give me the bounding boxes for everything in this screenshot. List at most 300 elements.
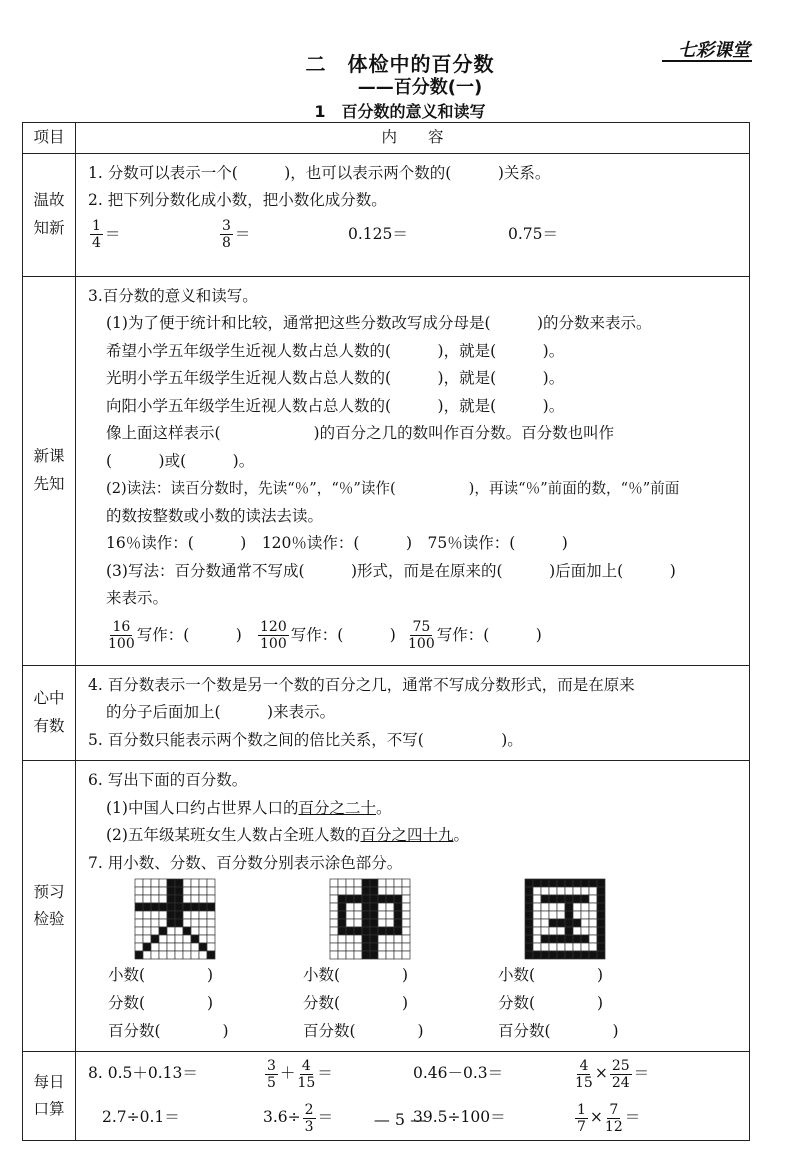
grid-cell xyxy=(207,887,215,895)
percent-blank: 百分数( ) xyxy=(498,1022,619,1040)
grid-cell xyxy=(338,919,346,927)
grid-cell xyxy=(191,879,199,887)
grid-cell xyxy=(159,943,167,951)
grid-cell xyxy=(541,879,549,887)
grid-cell xyxy=(525,903,533,911)
newlesson-content xyxy=(76,276,750,665)
preview-content xyxy=(76,761,750,1052)
percent-blank: 百分数( ) xyxy=(108,1022,229,1040)
grid-cell xyxy=(541,887,549,895)
grid-cell xyxy=(402,927,410,935)
worksheet-table xyxy=(22,122,750,1141)
grid-cell xyxy=(199,879,207,887)
grid-cell xyxy=(573,951,581,959)
grid-cell xyxy=(175,943,183,951)
grid-cell xyxy=(573,887,581,895)
grid-cell xyxy=(541,935,549,943)
grid-cell xyxy=(597,903,605,911)
col-header-content: 内 容 xyxy=(76,123,750,154)
grid-cell xyxy=(597,911,605,919)
underlined-text: 百分之二十 xyxy=(298,798,376,817)
grid-cell xyxy=(143,935,151,943)
grid-cell xyxy=(589,935,597,943)
grid-cell xyxy=(589,943,597,951)
grid-cell xyxy=(191,895,199,903)
grid-cell xyxy=(207,951,215,959)
grid-cell xyxy=(394,951,402,959)
grid-cell xyxy=(362,943,370,951)
grid-cell xyxy=(549,887,557,895)
grid-cell xyxy=(135,927,143,935)
grid-cell xyxy=(362,919,370,927)
grid-cell xyxy=(167,943,175,951)
grid-cell xyxy=(370,887,378,895)
grid-cell xyxy=(370,911,378,919)
grid-cell xyxy=(183,951,191,959)
grid-cell xyxy=(159,951,167,959)
grid-cell xyxy=(541,927,549,935)
grid-cell xyxy=(167,935,175,943)
grid-cell xyxy=(533,951,541,959)
grid-cell xyxy=(549,943,557,951)
grid-cell xyxy=(175,911,183,919)
grid-cell xyxy=(549,951,557,959)
grid-cell xyxy=(394,895,402,903)
grid-cell xyxy=(378,943,386,951)
grid-cell xyxy=(525,935,533,943)
label-line: 知新 xyxy=(33,218,65,237)
fraction-blank: 分数( ) xyxy=(303,994,409,1012)
grid-cell xyxy=(533,911,541,919)
text-line: 16％读作：( ) 120％读作：( ) 75％读作：( ) xyxy=(106,534,568,552)
grid-cell xyxy=(402,951,410,959)
grid-cell xyxy=(175,919,183,927)
grid-cell xyxy=(549,895,557,903)
grid-cell xyxy=(525,911,533,919)
grid-cell xyxy=(207,927,215,935)
grid-cell xyxy=(346,919,354,927)
grid-cell xyxy=(175,927,183,935)
grid-cell xyxy=(525,943,533,951)
grid-cell xyxy=(370,879,378,887)
grid-cell xyxy=(354,903,362,911)
grid-cell xyxy=(143,895,151,903)
grid-cell xyxy=(565,935,573,943)
grid-cell xyxy=(525,879,533,887)
row-label-preview xyxy=(23,761,76,1052)
grid-cell xyxy=(589,895,597,903)
grid-cell xyxy=(581,911,589,919)
label-line: 预习 xyxy=(33,882,65,901)
grid-cell xyxy=(135,919,143,927)
grid-cell xyxy=(151,879,159,887)
page-number: — 5 — xyxy=(373,1110,427,1129)
grid-cell xyxy=(330,919,338,927)
col-header-item: 项目 xyxy=(23,123,76,154)
grid-cell xyxy=(370,935,378,943)
grid-cell xyxy=(338,903,346,911)
grid-cell xyxy=(533,879,541,887)
grid-cell xyxy=(394,887,402,895)
grid-cell xyxy=(175,951,183,959)
calc-item: 39.5÷100＝ xyxy=(413,1108,506,1127)
grid-cell xyxy=(175,879,183,887)
percent-blank: 百分数( ) xyxy=(303,1022,424,1040)
text-line: (2)读法：读百分数时，先读“％”，“％”读作( )，再读“％”前面的数，“％”前面 xyxy=(106,480,680,497)
equals: ＝ xyxy=(234,224,251,243)
grid-cell xyxy=(330,903,338,911)
grid-cell xyxy=(346,879,354,887)
grid-cell xyxy=(557,943,565,951)
grid-cell xyxy=(354,935,362,943)
grid-cell xyxy=(183,887,191,895)
grid-cell xyxy=(151,935,159,943)
grid-cell xyxy=(597,895,605,903)
grid-cell xyxy=(533,919,541,927)
write-as: 写作：( ) xyxy=(136,625,242,644)
grid-cell xyxy=(394,879,402,887)
grid-cell xyxy=(159,919,167,927)
grid-cell xyxy=(167,927,175,935)
grid-cell xyxy=(378,895,386,903)
grid-cell xyxy=(135,943,143,951)
grid-cell xyxy=(581,943,589,951)
grid-cell xyxy=(573,927,581,935)
grid-cell xyxy=(330,927,338,935)
text-line: 来表示。 xyxy=(106,589,169,607)
text-line: 6. 写出下面的百分数。 xyxy=(88,771,248,789)
grid-cell xyxy=(143,887,151,895)
grid-cell xyxy=(338,895,346,903)
grid-cell xyxy=(525,951,533,959)
grid-cell xyxy=(370,927,378,935)
grid-cell xyxy=(338,951,346,959)
grid-cell xyxy=(135,895,143,903)
grid-cell xyxy=(378,919,386,927)
text-line: 光明小学五年级学生近视人数占总人数的( )，就是( )。 xyxy=(106,369,565,387)
grid-cell xyxy=(159,911,167,919)
grid-cell xyxy=(597,879,605,887)
grid-cell xyxy=(565,895,573,903)
grid-cell xyxy=(354,887,362,895)
grid-cell xyxy=(362,951,370,959)
grid-cell xyxy=(581,879,589,887)
grid-cell xyxy=(565,903,573,911)
grid-cell xyxy=(338,887,346,895)
chapter-subtitle: ——百分数(一) xyxy=(357,77,483,98)
grid-cell xyxy=(386,879,394,887)
grid-cell xyxy=(370,919,378,927)
grid-cell xyxy=(346,903,354,911)
grid-cell xyxy=(354,911,362,919)
text-line: 希望小学五年级学生近视人数占总人数的( )，就是( )。 xyxy=(106,341,565,360)
grid-column-da xyxy=(108,877,278,1045)
grid-cell xyxy=(549,935,557,943)
grid-cell xyxy=(597,951,605,959)
grid-cell xyxy=(597,887,605,895)
fraction-blank: 分数( ) xyxy=(108,994,214,1012)
grid-cell xyxy=(362,879,370,887)
grid-cell xyxy=(199,919,207,927)
grid-cell xyxy=(549,911,557,919)
grid-cell xyxy=(565,927,573,935)
label-line: 新课 xyxy=(33,447,65,465)
grid-cell xyxy=(394,935,402,943)
grid-cell xyxy=(330,911,338,919)
brand-logo: 七彩课堂 xyxy=(678,40,750,61)
grid-cell xyxy=(581,951,589,959)
grid-cell xyxy=(589,911,597,919)
grid-cell xyxy=(378,903,386,911)
label-line: 温故 xyxy=(33,191,65,209)
grid-cell xyxy=(597,943,605,951)
grid-cell xyxy=(338,943,346,951)
row-label-newlesson xyxy=(23,276,76,665)
grid-cell xyxy=(581,895,589,903)
grid-cell xyxy=(207,895,215,903)
grid-cell xyxy=(151,895,159,903)
grid-cell xyxy=(354,895,362,903)
grid-cell xyxy=(207,911,215,919)
grid-cell xyxy=(581,935,589,943)
grid-cell xyxy=(191,903,199,911)
label-line: 口算 xyxy=(33,1100,65,1118)
grid-cell xyxy=(362,935,370,943)
section-title: 1 百分数的意义和读写 xyxy=(314,102,486,121)
calc-item: $\frac{1}{7}$ × $\frac{7}{12}$ ＝ xyxy=(577,1101,641,1135)
text-line: 的数按整数或小数的读法去读。 xyxy=(106,506,324,525)
grid-cell xyxy=(199,927,207,935)
grid-cell xyxy=(330,887,338,895)
grid-cell xyxy=(557,887,565,895)
grid-cell xyxy=(151,911,159,919)
grid-cell xyxy=(533,943,541,951)
grid-cell xyxy=(191,911,199,919)
grid-cell xyxy=(151,927,159,935)
grid-cell xyxy=(386,887,394,895)
grid-cell xyxy=(330,951,338,959)
grid-cell xyxy=(557,951,565,959)
grid-cell xyxy=(386,951,394,959)
text-line: (2)五年级某班女生人数占全班人数的百分之四十九。 xyxy=(106,826,469,844)
calc-item: $\frac{4}{15}$ × $\frac{25}{24}$ ＝ xyxy=(575,1057,650,1091)
grid-cell xyxy=(386,943,394,951)
grid-cell xyxy=(533,903,541,911)
grid-cell xyxy=(565,887,573,895)
grid-cell xyxy=(541,943,549,951)
grid-cell xyxy=(354,951,362,959)
grid-cell xyxy=(183,903,191,911)
grid-cell xyxy=(135,911,143,919)
grid-cell xyxy=(581,919,589,927)
grid-cell xyxy=(151,887,159,895)
grid-cell xyxy=(354,943,362,951)
grid-cell xyxy=(394,927,402,935)
grid-cell xyxy=(143,919,151,927)
grid-cell xyxy=(525,927,533,935)
grid-cell xyxy=(581,887,589,895)
grid-cell xyxy=(207,903,215,911)
decimal-075: 0.75＝ xyxy=(508,224,559,243)
label-line: 检验 xyxy=(33,910,65,928)
grid-cell xyxy=(167,887,175,895)
grid-cell xyxy=(207,919,215,927)
grid-cell xyxy=(565,879,573,887)
grid-cell xyxy=(143,951,151,959)
grid-cell xyxy=(199,887,207,895)
grid-cell xyxy=(362,887,370,895)
grid-cell xyxy=(557,879,565,887)
write-as: 写作：( ) xyxy=(436,625,542,644)
grid-cell xyxy=(549,903,557,911)
grid-cell xyxy=(573,903,581,911)
fraction-16-100: $\frac{16}{100}$ xyxy=(108,619,135,652)
grid-cell xyxy=(354,919,362,927)
grid-cell xyxy=(533,927,541,935)
grid-cell xyxy=(402,895,410,903)
grid-cell xyxy=(346,927,354,935)
grid-cell xyxy=(533,895,541,903)
text-line: 像上面这样表示( )的百分之几的数叫作百分数。百分数也叫作 xyxy=(106,424,615,442)
label-line: 有数 xyxy=(33,716,65,735)
grid-da xyxy=(133,877,217,961)
grid-cell xyxy=(378,935,386,943)
grid-cell xyxy=(183,927,191,935)
grid-cell xyxy=(151,903,159,911)
label-line: 心中 xyxy=(33,689,65,708)
grid-cell xyxy=(589,879,597,887)
grid-cell xyxy=(330,895,338,903)
grid-cell xyxy=(573,911,581,919)
decimal-blank: 小数( ) xyxy=(108,966,214,984)
text-line: (1)为了便于统计和比较，通常把这些分数改写成分母是( )的分数来表示。 xyxy=(106,314,652,332)
grid-cell xyxy=(581,927,589,935)
grid-cell xyxy=(183,935,191,943)
calc-item: 2.7÷0.1＝ xyxy=(102,1108,180,1127)
grid-cell xyxy=(589,951,597,959)
grid-column-guo xyxy=(498,877,668,1045)
grid-cell xyxy=(346,895,354,903)
grid-cell xyxy=(346,951,354,959)
fraction-75-100: $\frac{75}{100}$ xyxy=(408,619,435,652)
fraction-1-4: $\frac{1}{4}$ xyxy=(92,218,101,251)
grid-cell xyxy=(597,927,605,935)
grid-cell xyxy=(402,879,410,887)
text-line: (3)写法：百分数通常不写成( )形式，而是在原来的( )后面加上( ) xyxy=(106,561,676,580)
grid-cell xyxy=(183,911,191,919)
grid-cell xyxy=(175,895,183,903)
row-label-mind xyxy=(23,665,76,761)
grid-cell xyxy=(167,903,175,911)
grid-cell xyxy=(346,887,354,895)
grid-cell xyxy=(394,943,402,951)
grid-cell xyxy=(597,919,605,927)
grid-cell xyxy=(597,935,605,943)
grid-cell xyxy=(549,879,557,887)
grid-cell xyxy=(370,895,378,903)
text-line: (1)中国人口约占世界人口的百分之二十。 xyxy=(106,798,392,817)
conversion-row xyxy=(88,215,741,255)
text-line: 5. 百分数只能表示两个数之间的倍比关系，不写( )。 xyxy=(88,730,523,749)
grid-cell xyxy=(402,903,410,911)
grid-cell xyxy=(151,943,159,951)
mind-content xyxy=(76,665,750,761)
grid-cell xyxy=(549,927,557,935)
grid-cell xyxy=(159,895,167,903)
grid-cell xyxy=(402,919,410,927)
grid-cell xyxy=(541,903,549,911)
grid-cell xyxy=(135,935,143,943)
grid-cell xyxy=(394,903,402,911)
grid-cell xyxy=(135,951,143,959)
label-line: 先知 xyxy=(33,474,65,493)
grid-cell xyxy=(565,911,573,919)
grid-cell xyxy=(159,903,167,911)
grid-cell xyxy=(402,935,410,943)
grid-cell xyxy=(159,879,167,887)
grid-cell xyxy=(386,927,394,935)
grid-cell xyxy=(565,943,573,951)
grid-cell xyxy=(378,879,386,887)
grid-zhong xyxy=(328,877,412,961)
grid-cell xyxy=(151,919,159,927)
grid-cell xyxy=(330,943,338,951)
grid-cell xyxy=(549,919,557,927)
text-line: 4. 百分数表示一个数是另一个数的百分之几，通常不写成分数形式，而是在原来 xyxy=(88,675,635,694)
grid-cell xyxy=(565,951,573,959)
grid-cell xyxy=(159,927,167,935)
grid-cell xyxy=(143,911,151,919)
grid-cell xyxy=(589,919,597,927)
write-as: 写作：( ) xyxy=(290,625,396,644)
calc-item: 0.46－0.3＝ xyxy=(413,1064,504,1083)
grid-cell xyxy=(402,911,410,919)
grid-cell xyxy=(362,895,370,903)
grid-cell xyxy=(338,879,346,887)
grid-cell xyxy=(346,943,354,951)
fraction-3-8: $\frac{3}{8}$ xyxy=(222,218,231,251)
grid-cell xyxy=(183,943,191,951)
grid-cell xyxy=(143,903,151,911)
equals: ＝ xyxy=(104,224,121,243)
write-row xyxy=(88,613,741,659)
grid-cell xyxy=(346,911,354,919)
calc-item: 3.6÷ $\frac{2}{3}$ ＝ xyxy=(263,1101,334,1135)
grid-cell xyxy=(191,927,199,935)
grid-cell xyxy=(386,911,394,919)
grid-cell xyxy=(386,895,394,903)
grid-cell xyxy=(143,879,151,887)
text-line: ( )或( )。 xyxy=(106,451,255,470)
grid-cell xyxy=(362,903,370,911)
text-line: 3.百分数的意义和读写。 xyxy=(88,286,258,305)
grid-cell xyxy=(143,943,151,951)
grid-cell xyxy=(402,887,410,895)
grid-column-zhong xyxy=(303,877,473,1045)
grid-cell xyxy=(402,943,410,951)
grid-cell xyxy=(167,879,175,887)
grid-cell xyxy=(378,911,386,919)
grid-cell xyxy=(191,887,199,895)
grid-cell xyxy=(573,879,581,887)
grid-cell xyxy=(541,919,549,927)
grid-cell xyxy=(362,911,370,919)
grid-cell xyxy=(330,879,338,887)
grid-cell xyxy=(199,895,207,903)
grid-cell xyxy=(557,911,565,919)
underlined-text: 百分之四十九 xyxy=(360,826,454,844)
grid-cell xyxy=(386,935,394,943)
